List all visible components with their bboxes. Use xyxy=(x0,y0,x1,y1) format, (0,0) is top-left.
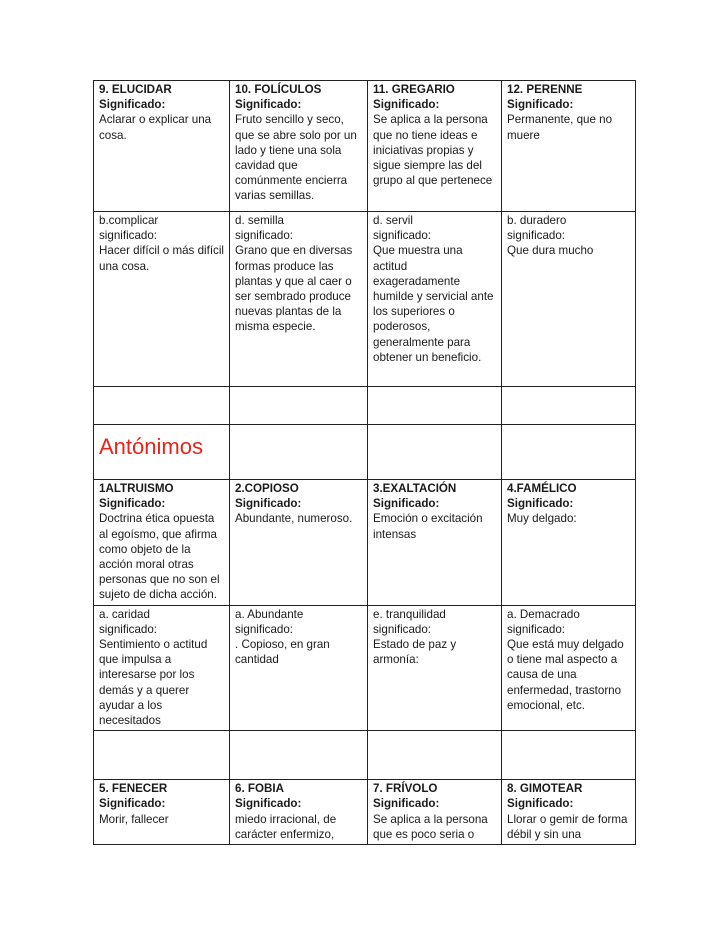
word-cell xyxy=(94,81,230,212)
word-term: 1ALTRUISMO xyxy=(99,482,174,495)
empty-cell xyxy=(94,731,230,780)
answer-term: d. servil xyxy=(373,214,413,227)
meaning-label: significado: xyxy=(373,229,432,243)
table-row xyxy=(94,212,636,387)
meaning-text: Que está muy delgado o tiene mal aspecto a causa de una enfermedad, trastorno emocional, etc. xyxy=(507,638,624,712)
answer-term: a. caridad xyxy=(99,607,150,621)
meaning-label: Significado: xyxy=(373,497,440,511)
word-term: 6. FOBIA xyxy=(235,782,284,796)
heading-cell xyxy=(94,425,230,480)
meaning-label: Significado: xyxy=(373,797,440,811)
meaning-text: Se aplica a la persona que no tiene ideas e iniciativas propias y sigue siempre las del grupo al que pertenece xyxy=(373,113,493,188)
word-term: 9. ELUCIDAR xyxy=(99,83,172,96)
empty-cell xyxy=(368,425,502,480)
word-cell xyxy=(94,480,230,606)
word-term: 11. GREGARIO xyxy=(373,83,455,96)
word-cell xyxy=(368,480,502,606)
word-cell xyxy=(230,780,368,845)
answer-cell xyxy=(230,212,368,387)
section-heading-row xyxy=(94,425,636,480)
meaning-text: Fruto sencillo y seco, que se abre solo por un lado y tiene una sola cavidad que comúnmente encierra varias semillas. xyxy=(235,113,357,203)
section-heading: Antónimos xyxy=(99,434,203,459)
word-cell xyxy=(94,780,230,845)
meaning-text: Se aplica a la persona que es poco seria o xyxy=(373,812,488,841)
empty-cell xyxy=(368,387,502,425)
meaning-label: Significado: xyxy=(507,797,574,811)
meaning-text: Llorar o gemir de forma débil y sin una xyxy=(507,812,628,841)
answer-cell xyxy=(94,605,230,731)
table-row xyxy=(94,605,636,731)
meaning-text: Muy delgado: xyxy=(507,512,577,526)
word-term: 8. GIMOTEAR xyxy=(507,782,583,796)
answer-cell xyxy=(368,605,502,731)
answer-term: b.complicar xyxy=(99,214,159,227)
word-cell xyxy=(368,81,502,212)
meaning-text: Hacer difícil o más difícil una cosa. xyxy=(99,244,224,273)
meaning-label: Significado: xyxy=(235,497,302,511)
meaning-text: Emoción o excitación intensas xyxy=(373,512,483,541)
meaning-label: Significado: xyxy=(235,98,302,112)
meaning-label: significado: xyxy=(99,229,158,243)
answer-cell xyxy=(502,605,636,731)
meaning-text: Permanente, que no muere xyxy=(507,113,613,142)
meaning-label: significado: xyxy=(235,622,294,636)
meaning-text: miedo irracional, de carácter enfermizo, xyxy=(235,812,337,841)
word-term: 4.FAMÉLICO xyxy=(507,482,577,495)
answer-cell xyxy=(368,212,502,387)
table-row xyxy=(94,81,636,212)
word-term: 3.EXALTACIÓN xyxy=(373,482,457,495)
word-cell xyxy=(502,480,636,606)
empty-cell xyxy=(230,387,368,425)
empty-cell xyxy=(502,387,636,425)
meaning-label: significado: xyxy=(507,622,566,636)
meaning-label: Significado: xyxy=(235,797,302,811)
word-cell xyxy=(502,81,636,212)
answer-term: a. Abundante xyxy=(235,607,304,621)
answer-cell xyxy=(502,212,636,387)
word-cell xyxy=(230,81,368,212)
meaning-text: Grano que en diversas formas produce las plantas y que al caer o ser sembrado produce nuevas plantas de la misma especie. xyxy=(235,244,353,334)
vocabulary-table xyxy=(93,80,636,845)
word-term: 7. FRÍVOLO xyxy=(373,782,438,796)
meaning-label: Significado: xyxy=(99,797,166,811)
word-term: 2.COPIOSO xyxy=(235,482,299,495)
meaning-label: significado: xyxy=(235,229,294,243)
table-row xyxy=(94,780,636,845)
empty-cell xyxy=(502,425,636,480)
empty-cell xyxy=(230,731,368,780)
word-term: 5. FENECER xyxy=(99,782,168,796)
meaning-label: Significado: xyxy=(507,98,574,112)
meaning-text: Estado de paz y armonía: xyxy=(373,638,457,667)
meaning-label: significado: xyxy=(373,622,432,636)
meaning-label: significado: xyxy=(99,622,158,636)
word-cell xyxy=(368,780,502,845)
meaning-text: Sentimiento o actitud que impulsa a interesarse por los demás y a querer ayudar a los necesitados xyxy=(99,638,208,728)
meaning-label: significado: xyxy=(507,229,566,243)
answer-cell xyxy=(230,605,368,731)
meaning-text: Doctrina ética opuesta al egoísmo, que afirma como objeto de la acción moral otras personas que no son el sujeto de dicha acción. xyxy=(99,512,220,602)
meaning-label: Significado: xyxy=(99,98,166,112)
empty-row xyxy=(94,387,636,425)
answer-term: a. Demacrado xyxy=(507,607,580,621)
meaning-text: Que muestra una actitud exageradamente humilde y servicial ante los superiores o poderosos, generalmente para obtener un beneficio. xyxy=(373,244,494,364)
meaning-text: Aclarar o explicar una cosa. xyxy=(99,113,212,142)
word-term: 12. PERENNE xyxy=(507,83,583,96)
word-cell xyxy=(230,480,368,606)
answer-term: d. semilla xyxy=(235,214,284,227)
answer-term: b. duradero xyxy=(507,214,567,227)
answer-cell xyxy=(94,212,230,387)
empty-cell xyxy=(230,425,368,480)
empty-cell xyxy=(94,387,230,425)
meaning-label: Significado: xyxy=(99,497,166,511)
empty-row xyxy=(94,731,636,780)
meaning-text: . Copioso, en gran cantidad xyxy=(235,638,330,667)
meaning-text: Morir, fallecer xyxy=(99,812,169,826)
meaning-label: Significado: xyxy=(507,497,574,511)
answer-term: e. tranquilidad xyxy=(373,607,446,621)
meaning-text: Abundante, numeroso. xyxy=(235,512,353,526)
empty-cell xyxy=(502,731,636,780)
empty-cell xyxy=(368,731,502,780)
meaning-label: Significado: xyxy=(373,98,440,112)
meaning-text: Que dura mucho xyxy=(507,244,594,258)
word-term: 10. FOLÍCULOS xyxy=(235,83,322,96)
table-row xyxy=(94,480,636,606)
word-cell xyxy=(502,780,636,845)
